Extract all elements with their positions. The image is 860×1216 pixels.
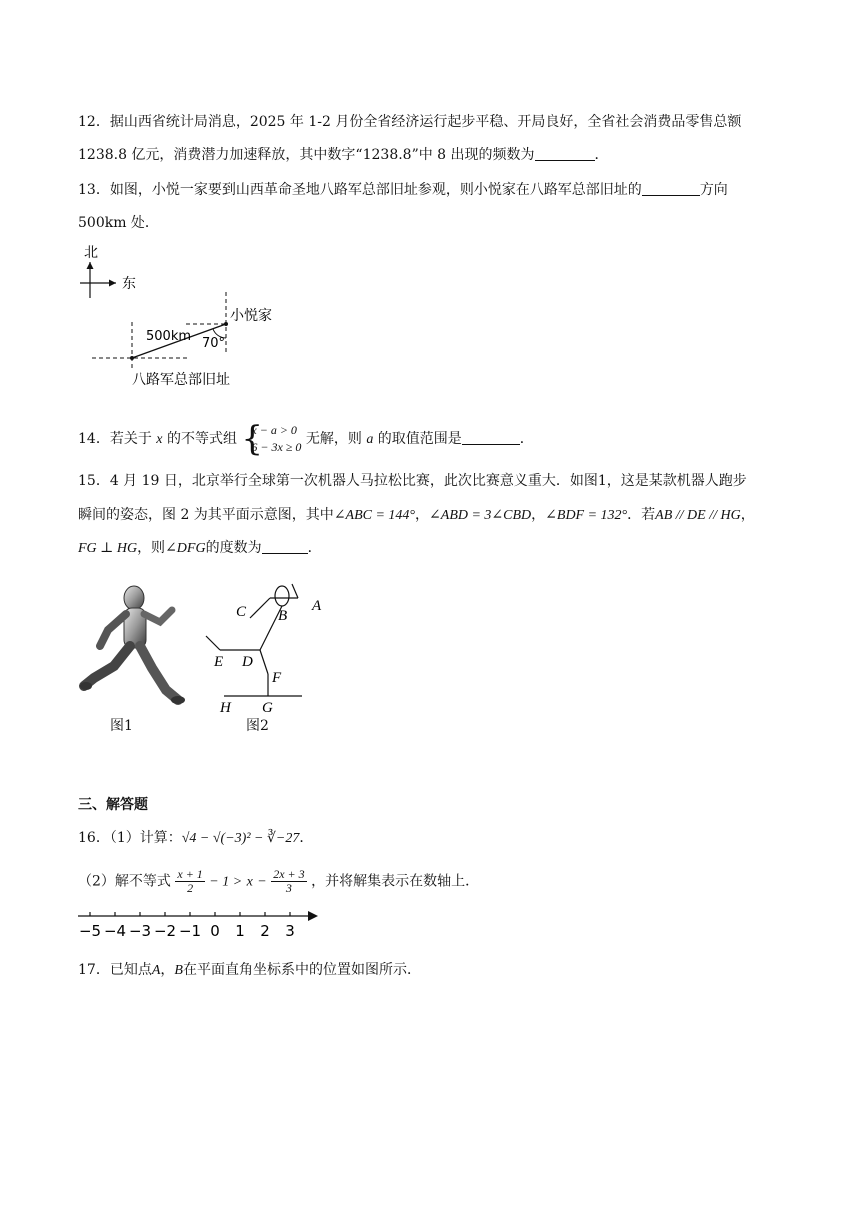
- q16-p1-prefix: 16．（1）计算：: [78, 830, 182, 846]
- compass-icon: [80, 262, 116, 298]
- q16-p2-x: x: [246, 874, 253, 890]
- q15-line2b: ．若: [627, 507, 656, 523]
- number-line-label: −5: [78, 922, 102, 940]
- head-circle: [275, 586, 289, 606]
- q13-answer-blank[interactable]: [642, 181, 700, 196]
- frac1-numerator: x + 1: [177, 867, 203, 881]
- q14-tail: 的取值范围是: [377, 431, 462, 447]
- number-line-label: −1: [178, 922, 202, 940]
- q16-part2: [78, 868, 479, 895]
- q14-ineq2: 6 − 3x ≥ 0: [251, 440, 302, 454]
- q13-figure: [80, 240, 300, 390]
- label-a: A: [312, 598, 322, 614]
- q14-var-x: x: [156, 432, 163, 447]
- q15-sep1: ，: [415, 507, 430, 523]
- label-d: D: [242, 654, 253, 670]
- number-line-label: 2: [260, 922, 270, 940]
- site-point: [130, 356, 134, 360]
- q15-angle-abc: ∠ABC = 144°: [333, 508, 416, 523]
- q15-line3: [78, 538, 322, 559]
- q17-point-a: A: [151, 963, 161, 978]
- q15-angle-bdf: ∠BDF = 132°: [545, 508, 628, 523]
- q16-expr-b: √(−3)²: [212, 831, 251, 846]
- number-line-label: −4: [103, 922, 127, 940]
- q17-comma: ，: [160, 962, 175, 978]
- segment-e-foot: [206, 636, 220, 650]
- number-line-label: −2: [153, 922, 177, 940]
- q14-line: [78, 419, 534, 459]
- frac2-denominator: 3: [285, 881, 292, 895]
- q15-schematic-figure: [200, 578, 340, 718]
- q15-parallel: AB // DE // HG: [655, 508, 741, 523]
- q13-line1: [78, 180, 728, 200]
- number-line: [74, 904, 324, 944]
- number-line-label: 0: [210, 922, 220, 940]
- compass-east-label: 东: [122, 276, 136, 292]
- segment-cb: [250, 598, 270, 618]
- q16-p1-end: ．: [299, 830, 314, 846]
- label-f: F: [272, 670, 282, 686]
- label-g: G: [262, 700, 273, 716]
- q14-inequality-system: [241, 419, 302, 459]
- q12-end: ．: [594, 147, 609, 163]
- q12-line2: [78, 145, 609, 165]
- q16-part1: [78, 828, 313, 849]
- site-label: 八路军总部旧址: [132, 372, 230, 388]
- q16-expr-c: − ∛−27: [250, 831, 300, 846]
- q15-end: ．: [307, 540, 322, 556]
- q15-angle-abd: ∠ABD = 3∠CBD: [429, 508, 532, 523]
- q15-line2: [78, 505, 755, 526]
- q17-prefix: 17．已知点: [78, 962, 152, 978]
- home-label: 小悦家: [230, 308, 272, 324]
- segment-a-hand: [292, 584, 298, 598]
- number-line-label: 1: [235, 922, 245, 940]
- fig2-caption: 图2: [246, 718, 269, 734]
- q14-ineq1: x − a > 0: [251, 423, 297, 437]
- q13-after-blank: 方向: [699, 182, 728, 198]
- q14-mid: 的不等式组: [166, 431, 237, 447]
- q15-sep2: ，: [531, 507, 546, 523]
- q12-answer-blank[interactable]: [535, 146, 595, 161]
- number-line-label: −3: [128, 922, 152, 940]
- q15-perp: FG ⊥ HG: [78, 541, 138, 556]
- q12-line1: 12．据山西省统计局消息，2025 年 1-2 月份全省经济运行起步平稳、开局良好，全省社会消费品零售总额: [78, 114, 742, 130]
- q14-var-a: a: [366, 432, 374, 447]
- segment-df: [260, 650, 268, 674]
- label-h: H: [220, 700, 231, 716]
- q17-line: [78, 960, 421, 981]
- q12-text: 1238.8 亿元，消费潜力加速释放，其中数字“1238.8”中 8 出现的频数为: [78, 147, 535, 163]
- q13-line2: 500km 处．: [78, 215, 159, 231]
- q16-fraction-1: [175, 868, 204, 895]
- q14-end: ．: [519, 431, 534, 447]
- distance-label: 500km: [146, 329, 192, 344]
- q15-line2a: 瞬间的姿态，图 2 为其平面示意图，其中: [78, 507, 334, 523]
- frac1-denominator: 2: [187, 881, 194, 895]
- q15-answer-blank[interactable]: [262, 539, 308, 554]
- label-b: B: [278, 608, 288, 624]
- q13-text: 13．如图，小悦一家要到山西革命圣地八路军总部旧址参观，则小悦家在八路军总部旧址的: [78, 182, 642, 198]
- section-title: 三、解答题: [78, 797, 148, 813]
- q16-expr-a: √4 −: [181, 831, 213, 846]
- q16-p2-minus: −: [257, 874, 267, 890]
- robot-runner-illustration: [78, 582, 188, 712]
- home-point: [224, 322, 228, 326]
- number-line-arrow-icon: [308, 911, 318, 921]
- q16-p2-mid: − 1 >: [209, 874, 243, 890]
- q15-line3a: ，则: [137, 540, 166, 556]
- q15-sep3: ，: [740, 507, 755, 523]
- q17-point-b: B: [174, 963, 183, 978]
- q16-fraction-2: [271, 868, 306, 895]
- q14-brace: {: [241, 419, 264, 459]
- q16-p2-tail: ，并将解集表示在数轴上．: [311, 873, 480, 890]
- q16-p2-prefix: （2）解不等式: [78, 873, 171, 890]
- compass-north-label: 北: [84, 245, 98, 261]
- q17-tail: 在平面直角坐标系中的位置如图所示．: [182, 962, 421, 978]
- q15-line1: 15．4 月 19 日，北京举行全球第一次机器人马拉松比赛，此次比赛意义重大．如图1，这是某款机器人跑步: [78, 473, 747, 489]
- q15-angle-dfg: ∠DFG: [165, 541, 206, 556]
- q14-after: 无解，则: [305, 431, 362, 447]
- q15-line3b: 的度数为: [205, 540, 262, 556]
- number-line-label: 3: [285, 922, 295, 940]
- label-c: C: [236, 604, 247, 620]
- angle-label: 70°: [202, 336, 226, 351]
- q14-prefix: 14．若关于: [78, 431, 152, 447]
- q14-answer-blank[interactable]: [462, 430, 520, 445]
- frac2-numerator: 2x + 3: [273, 867, 305, 881]
- fig1-caption: 图1: [110, 718, 133, 734]
- label-e: E: [214, 654, 224, 670]
